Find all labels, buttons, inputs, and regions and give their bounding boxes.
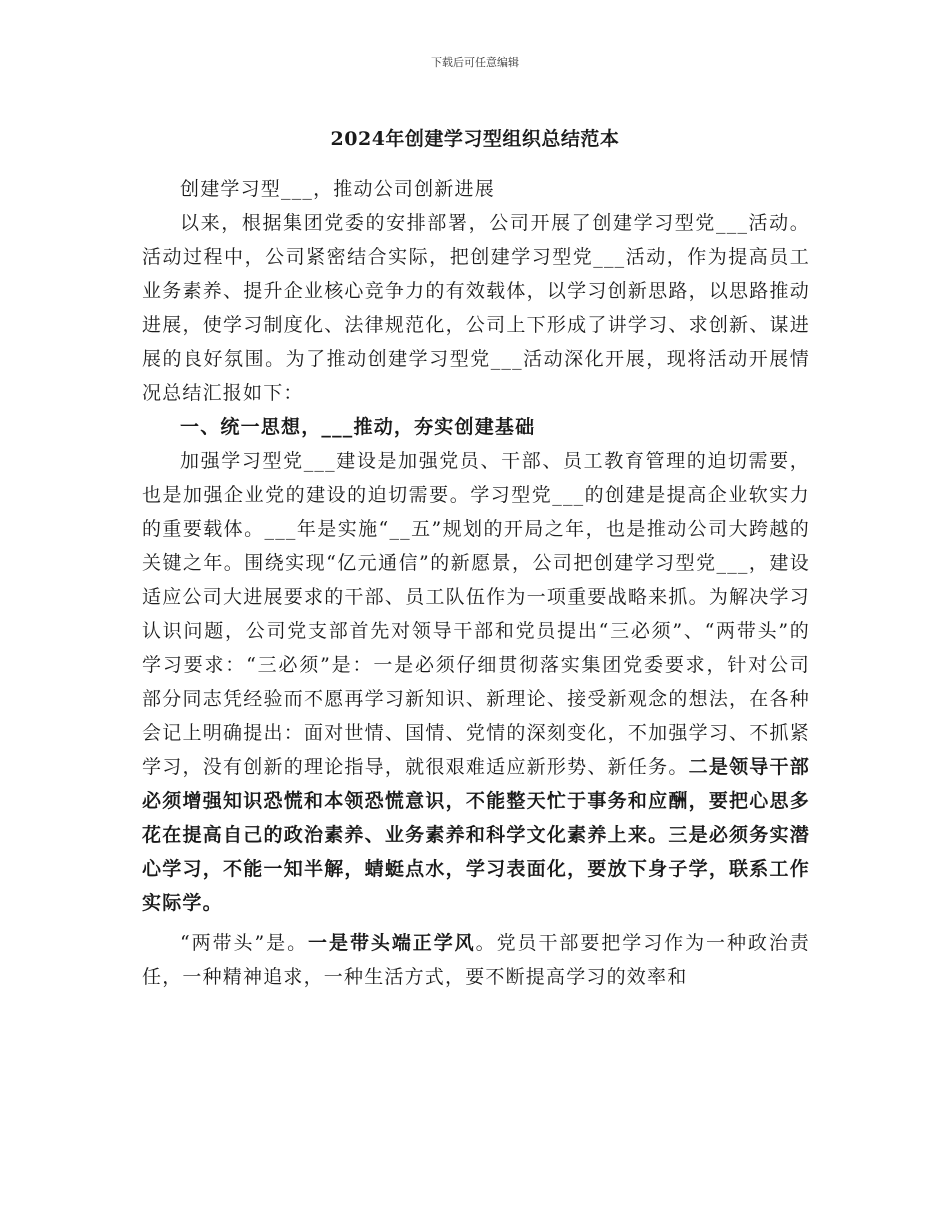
subtitle-paragraph: 创建学习型___，推动公司创新进展 [180, 178, 495, 200]
paragraph-3 [142, 926, 810, 994]
paragraph-2-normal: 加强学习型党___建设是加强党员、干部、员工教育管理的迫切需要，也是加强企业党的建设的迫切需要。学习型党___的创建是提高企业软实力的重要载体。___年是实施“__五”规划的开局之年，也是推动公司大跨越的关键之年。围绕实现“亿元通信”的新愿景，公司把创建学习型党___，建设适应公司大进展要求的干部、员工队伍作为一项重要战略来抓。为解决学习认识问题，公司党支部首先对领导干部和党员提出“三必须”、“两带头”的学习要求：“三必须”是：一是必须仔细贯彻落实集团党委要求，针对公司部分同志凭经验而不愿再学习新知识、新理论、接受新观念的想法，在各种会记上明确提出：面对世情、国情、党情的深刻变化，不加强学习、不抓紧学习，没有创新的理论指导，就很艰难适应新形势、新任务。 [142, 450, 810, 778]
document-body [142, 172, 810, 994]
paragraph-3-start: “两带头”是。 [180, 932, 309, 954]
header-note: 下载后可任意编辑 [431, 56, 519, 69]
paragraph-2 [142, 444, 810, 920]
document-title: 2024年创建学习型组织总结范本 [330, 128, 620, 150]
paragraph-3-rest: 。党员干部要把学习作为一种政治责任，一种精神追求，一种生活方式，要不断提高学习的效率和 [142, 932, 811, 988]
intro-paragraph: 以来，根据集团党委的安排部署，公司开展了创建学习型党___活动。活动过程中，公司紧密结合实际，把创建学习型党___活动，作为提高员工业务素养、提升企业核心竞争力的有效载体，以学习创新思路，以思路推动进展，使学习制度化、法律规范化，公司上下形成了讲学习、求创新、谋进展的良好氛围。为了推动创建学习型党___活动深化开展，现将活动开展情况总结汇报如下： [142, 212, 810, 404]
section-heading-1: 一、统一思想，___推动，夯实创建基础 [180, 416, 536, 438]
paragraph-2-bold: 二是领导干部必须增强知识恐慌和本领恐慌意识，不能整天忙于事务和应酬，要把心思多花在提高自己的政治素养、业务素养和科学文化素养上来。三是必须务实潜心学习，不能一知半解，蜻蜓点水，学习表面化，要放下身子学，联系工作实际学。 [142, 756, 810, 914]
paragraph-3-bold: 一是带头端正学风 [308, 932, 476, 954]
